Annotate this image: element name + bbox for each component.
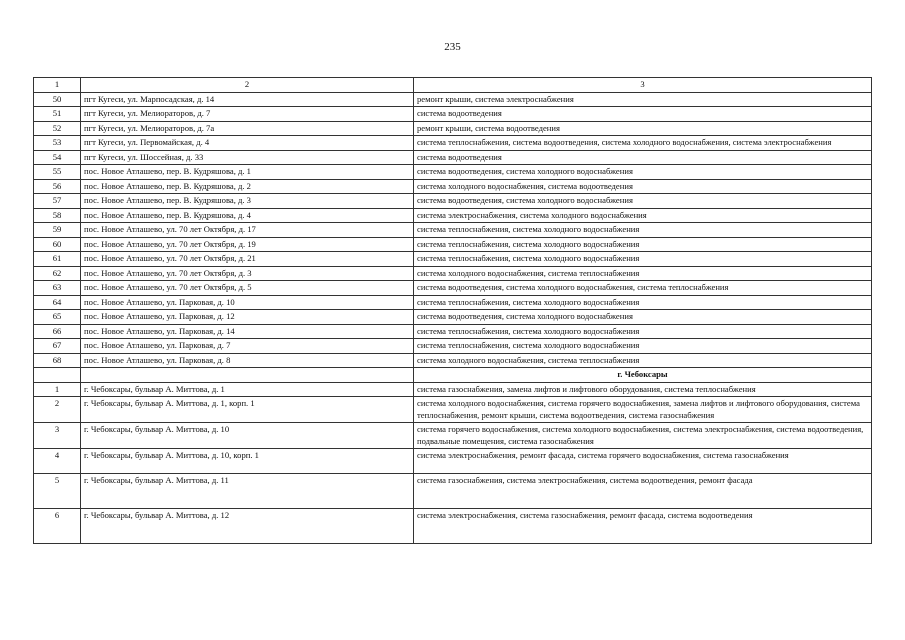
- address-cell: пос. Новое Атлашево, ул. Парковая, д. 8: [81, 353, 414, 368]
- empty-cell: [81, 368, 414, 383]
- section-row: [34, 368, 872, 383]
- section-title: г. Чебоксары: [414, 368, 872, 383]
- table-row: [34, 266, 872, 281]
- row-number-cell: 62: [34, 266, 81, 281]
- address-cell: пос. Новое Атлашево, ул. Парковая, д. 14: [81, 324, 414, 339]
- address-cell: пгт Кугеси, ул. Шоссейная, д. 33: [81, 150, 414, 165]
- table-row: [34, 208, 872, 223]
- address-cell: пос. Новое Атлашево, ул. Парковая, д. 10: [81, 295, 414, 310]
- row-number-cell: 54: [34, 150, 81, 165]
- works-cell: система теплоснабжения, система холодного водоснабжения: [414, 295, 872, 310]
- works-cell: система теплоснабжения, система холодного водоснабжения: [414, 237, 872, 252]
- address-works-table: [33, 77, 872, 544]
- column-number-1: 1: [34, 78, 81, 93]
- address-cell: пос. Новое Атлашево, пер. В. Кудряшова, д. 1: [81, 165, 414, 180]
- row-number-cell: 5: [34, 474, 81, 509]
- table-row: [34, 474, 872, 509]
- table-row: [34, 223, 872, 238]
- works-cell: система теплоснабжения, система холодного водоснабжения: [414, 223, 872, 238]
- row-number-cell: 65: [34, 310, 81, 325]
- address-cell: пгт Кугеси, ул. Мелиораторов, д. 7а: [81, 121, 414, 136]
- page-number: 235: [444, 41, 461, 53]
- address-cell: пгт Кугеси, ул. Марпосадская, д. 14: [81, 92, 414, 107]
- table-row: [34, 339, 872, 354]
- table-row: [34, 107, 872, 122]
- row-number-cell: 3: [34, 423, 81, 449]
- row-number-cell: 51: [34, 107, 81, 122]
- row-number-cell: 59: [34, 223, 81, 238]
- works-cell: система горячего водоснабжения, система холодного водоснабжения, система электроснабжения, система водоотведения, подвальные помещения, система газоснабжения: [414, 423, 872, 449]
- address-cell: г. Чебоксары, бульвар А. Миттова, д. 11: [81, 474, 414, 509]
- row-number-cell: 55: [34, 165, 81, 180]
- works-cell: система водоотведения, система холодного водоснабжения: [414, 165, 872, 180]
- table-row: [34, 449, 872, 474]
- table-row: [34, 382, 872, 397]
- row-number-cell: 66: [34, 324, 81, 339]
- works-cell: система электроснабжения, ремонт фасада, система горячего водоснабжения, система газоснабжения: [414, 449, 872, 474]
- works-cell: система теплоснабжения, система холодного водоснабжения: [414, 339, 872, 354]
- row-number-cell: 2: [34, 397, 81, 423]
- works-cell: система теплоснабжения, система холодного водоснабжения: [414, 324, 872, 339]
- row-number-cell: 6: [34, 509, 81, 544]
- table-row: [34, 281, 872, 296]
- address-cell: пос. Новое Атлашево, пер. В. Кудряшова, д. 2: [81, 179, 414, 194]
- works-cell: система холодного водоснабжения, система теплоснабжения: [414, 353, 872, 368]
- row-number-cell: 56: [34, 179, 81, 194]
- row-number-cell: 58: [34, 208, 81, 223]
- works-cell: система водоотведения, система холодного водоснабжения: [414, 310, 872, 325]
- works-cell: система теплоснабжения, система холодного водоснабжения: [414, 252, 872, 267]
- table-row: [34, 237, 872, 252]
- table-row: [34, 295, 872, 310]
- table-row: [34, 423, 872, 449]
- row-number-cell: 68: [34, 353, 81, 368]
- column-number-2: 2: [81, 78, 414, 93]
- works-cell: система холодного водоснабжения, система теплоснабжения: [414, 266, 872, 281]
- address-cell: пос. Новое Атлашево, пер. В. Кудряшова, д. 3: [81, 194, 414, 209]
- row-number-cell: 67: [34, 339, 81, 354]
- works-cell: система электроснабжения, система газоснабжения, ремонт фасада, система водоотведения: [414, 509, 872, 544]
- address-cell: пос. Новое Атлашево, ул. Парковая, д. 7: [81, 339, 414, 354]
- row-number-cell: 50: [34, 92, 81, 107]
- works-cell: ремонт крыши, система электроснабжения: [414, 92, 872, 107]
- works-cell: система газоснабжения, система электроснабжения, система водоотведения, ремонт фасада: [414, 474, 872, 509]
- address-cell: г. Чебоксары, бульвар А. Миттова, д. 1: [81, 382, 414, 397]
- address-cell: пос. Новое Атлашево, пер. В. Кудряшова, д. 4: [81, 208, 414, 223]
- row-number-cell: 52: [34, 121, 81, 136]
- address-cell: пос. Новое Атлашево, ул. 70 лет Октября, д. 17: [81, 223, 414, 238]
- table-row: [34, 165, 872, 180]
- table-row: [34, 136, 872, 151]
- table-row: [34, 179, 872, 194]
- address-cell: г. Чебоксары, бульвар А. Миттова, д. 1, корп. 1: [81, 397, 414, 423]
- row-number-cell: 1: [34, 382, 81, 397]
- address-cell: пгт Кугеси, ул. Мелиораторов, д. 7: [81, 107, 414, 122]
- table-row: [34, 150, 872, 165]
- address-cell: г. Чебоксары, бульвар А. Миттова, д. 10, корп. 1: [81, 449, 414, 474]
- table-row: [34, 310, 872, 325]
- table-body: [34, 78, 872, 544]
- row-number-cell: 57: [34, 194, 81, 209]
- table-row: [34, 252, 872, 267]
- works-cell: система водоотведения: [414, 150, 872, 165]
- table-header-row: [34, 78, 872, 93]
- table-row: [34, 509, 872, 544]
- table-row: [34, 353, 872, 368]
- address-cell: пос. Новое Атлашево, ул. 70 лет Октября, д. 21: [81, 252, 414, 267]
- works-cell: ремонт крыши, система водоотведения: [414, 121, 872, 136]
- table-row: [34, 324, 872, 339]
- works-cell: система водоотведения, система холодного водоснабжения: [414, 194, 872, 209]
- row-number-cell: 64: [34, 295, 81, 310]
- address-cell: пгт Кугеси, ул. Первомайская, д. 4: [81, 136, 414, 151]
- works-cell: система водоотведения: [414, 107, 872, 122]
- table-row: [34, 121, 872, 136]
- address-cell: пос. Новое Атлашево, ул. Парковая, д. 12: [81, 310, 414, 325]
- row-number-cell: 4: [34, 449, 81, 474]
- works-cell: система электроснабжения, система холодного водоснабжения: [414, 208, 872, 223]
- address-cell: пос. Новое Атлашево, ул. 70 лет Октября, д. 5: [81, 281, 414, 296]
- works-cell: система холодного водоснабжения, система горячего водоснабжения, замена лифтов и лифтового оборудования, система теплоснабжения, ремонт крыши, система водоотведения, система газоснабжения: [414, 397, 872, 423]
- table-row: [34, 194, 872, 209]
- works-cell: система водоотведения, система холодного водоснабжения, система теплоснабжения: [414, 281, 872, 296]
- column-number-3: 3: [414, 78, 872, 93]
- row-number-cell: 61: [34, 252, 81, 267]
- address-cell: пос. Новое Атлашево, ул. 70 лет Октября, д. 3: [81, 266, 414, 281]
- works-cell: система газоснабжения, замена лифтов и лифтового оборудования, система теплоснабжения: [414, 382, 872, 397]
- address-cell: пос. Новое Атлашево, ул. 70 лет Октября, д. 19: [81, 237, 414, 252]
- row-number-cell: 63: [34, 281, 81, 296]
- address-cell: г. Чебоксары, бульвар А. Миттова, д. 12: [81, 509, 414, 544]
- table-row: [34, 397, 872, 423]
- table-row: [34, 92, 872, 107]
- address-cell: г. Чебоксары, бульвар А. Миттова, д. 10: [81, 423, 414, 449]
- row-number-cell: 60: [34, 237, 81, 252]
- empty-cell: [34, 368, 81, 383]
- works-cell: система теплоснабжения, система водоотведения, система холодного водоснабжения, система электроснабжения: [414, 136, 872, 151]
- row-number-cell: 53: [34, 136, 81, 151]
- works-cell: система холодного водоснабжения, система водоотведения: [414, 179, 872, 194]
